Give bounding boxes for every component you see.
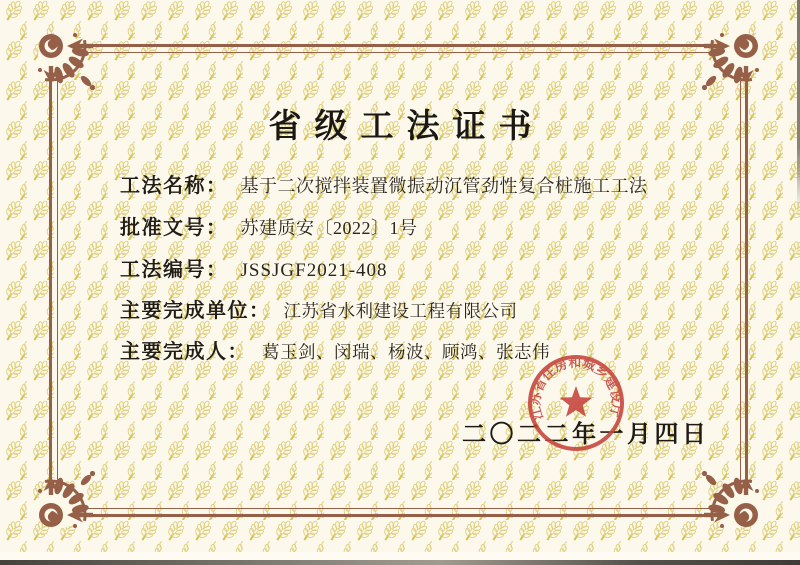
corner-ornament-icon [31,26,115,110]
scan-edge-dark [0,560,800,565]
field-value: JSSJGF2021-408 [240,260,388,281]
field-value: 江苏省水利建设工程有限公司 [283,301,518,321]
corner-ornament-icon [682,451,766,535]
field-label: 主要完成人： [120,341,249,363]
field-value: 葛玉剑、闵瑞、杨波、顾鸿、张志伟 [262,342,550,362]
star-icon [560,386,592,417]
certificate-title: 省级工法证书 [268,109,545,145]
field-row-main-persons [120,335,550,364]
field-label: 主要完成单位： [120,300,271,322]
field-label: 工法名称： [120,175,228,197]
field-value: 苏建质安〔2022〕1号 [240,218,418,238]
field-row-method-number [120,253,388,282]
field-row-main-unit [120,294,518,323]
field-row-approval-number [120,211,418,240]
corner-ornament-icon [31,451,115,535]
field-label: 批准文号： [120,217,228,239]
scan-edge-light [0,552,800,560]
official-seal [521,348,631,458]
issue-date: 二〇二二年一月四日 [462,422,710,448]
corner-ornament-icon [682,26,766,110]
seal-arc-text: 江苏省住房和城乡建设厅 [527,354,625,422]
field-label: 工法编号： [120,259,228,281]
field-value: 基于二次搅拌装置微振动沉管劲性复合桩施工工法 [240,176,648,196]
field-row-method-name [120,169,648,198]
